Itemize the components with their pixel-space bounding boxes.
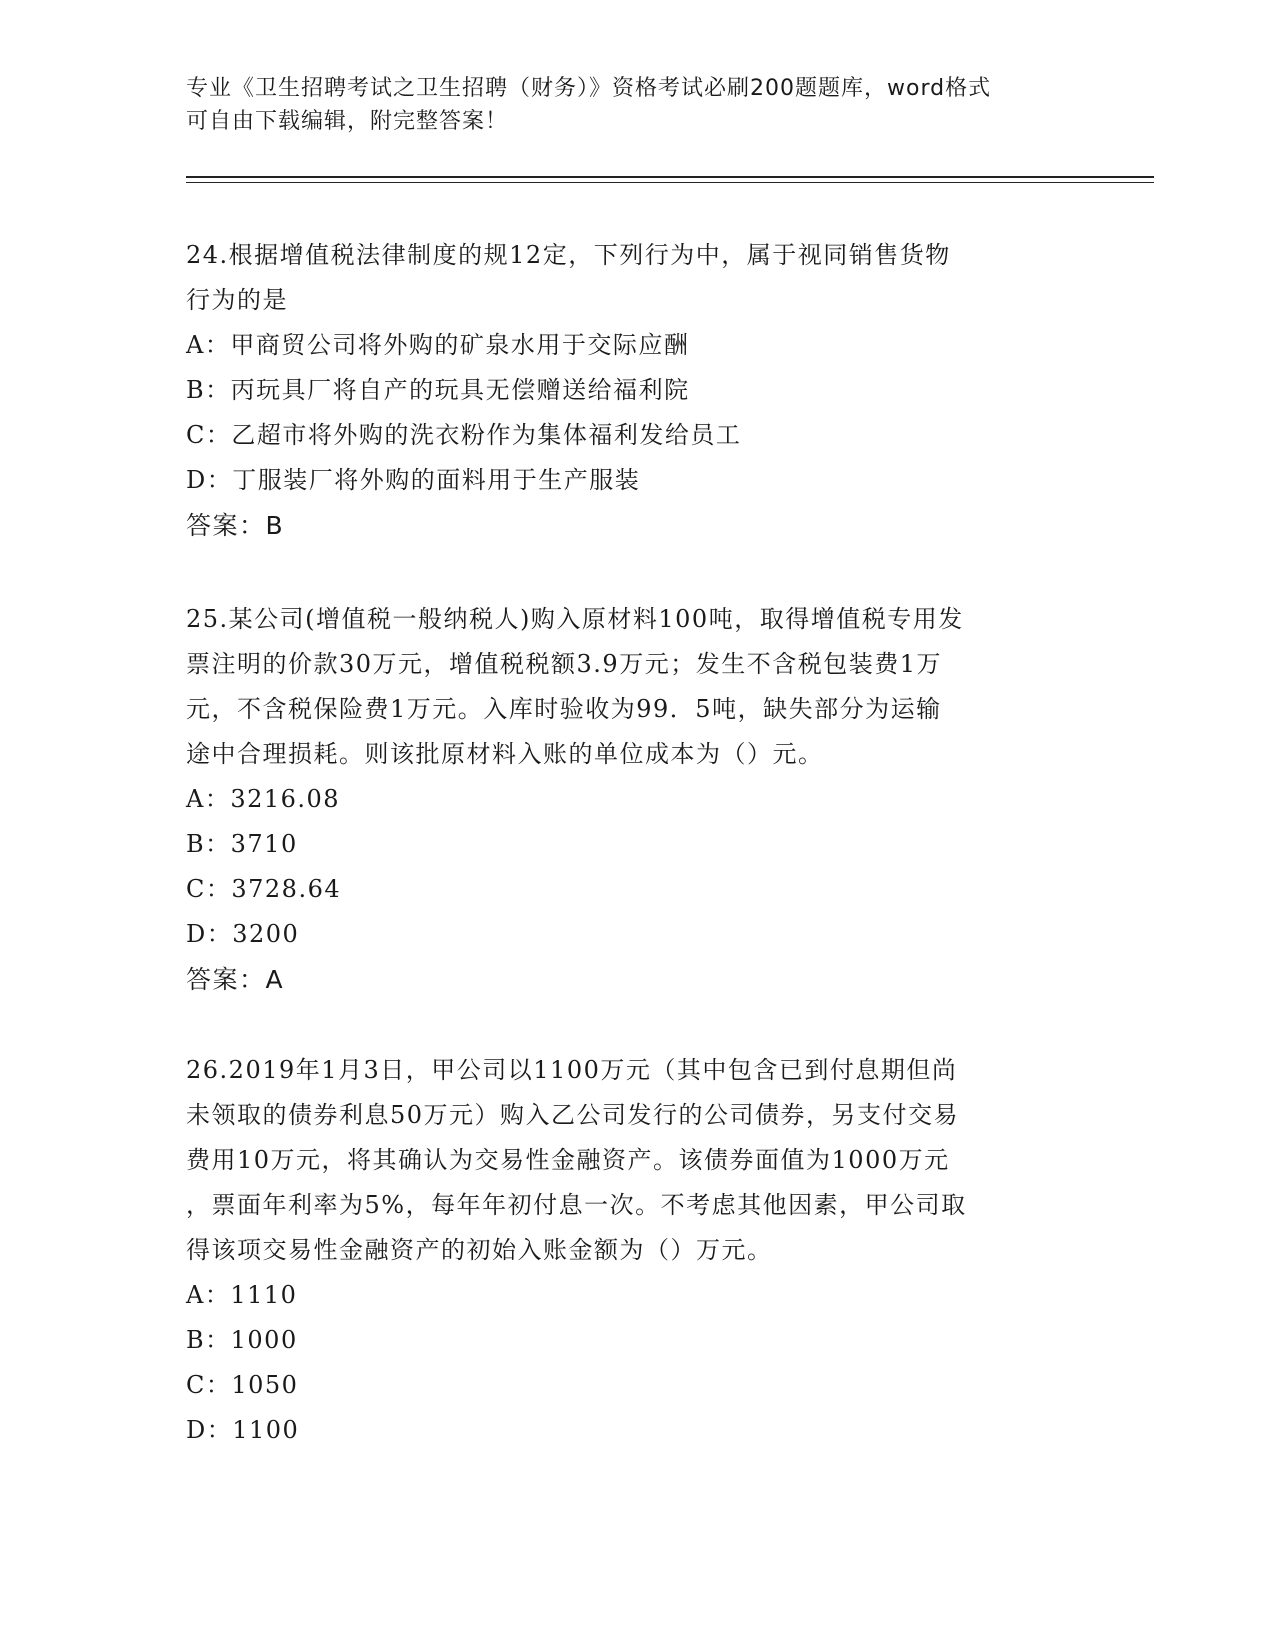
option-b: B：3710	[186, 830, 298, 858]
option-c: C：乙超市将外购的洗衣粉作为集体福利发给员工	[186, 421, 742, 449]
stem-line: 25.某公司(增值税一般纳税人)购入原材料100吨，取得增值税专用发	[186, 605, 964, 633]
question-26	[186, 1048, 1086, 1453]
header-line: 专业《卫生招聘考试之卫生招聘（财务）》资格考试必刷200题题库，word格式	[186, 76, 992, 101]
question-24	[186, 233, 1086, 548]
stem-line: ，票面年利率为5%，每年年初付息一次。不考虑其他因素，甲公司取	[186, 1191, 967, 1219]
answer-label: 答案：A	[186, 965, 285, 994]
stem-line: 行为的是	[186, 286, 288, 314]
stem-line: 得该项交易性金融资产的初始入账金额为（）万元。	[186, 1236, 773, 1264]
option-d: D：1100	[186, 1416, 300, 1444]
question-25	[186, 597, 1086, 1002]
header-divider	[186, 176, 1154, 178]
option-d: D：丁服装厂将外购的面料用于生产服装	[186, 466, 641, 494]
header-line: 可自由下载编辑，附完整答案！	[186, 109, 509, 134]
option-b: B：丙玩具厂将自产的玩具无偿赠送给福利院	[186, 376, 690, 404]
question-stem	[186, 597, 1086, 777]
stem-line: 途中合理损耗。则该批原材料入账的单位成本为（）元。	[186, 740, 824, 768]
document-header	[186, 72, 1066, 138]
option-c: C：3728.64	[186, 875, 342, 903]
option-d: D：3200	[186, 920, 300, 948]
header-divider-secondary	[186, 182, 1154, 183]
option-a: A：甲商贸公司将外购的矿泉水用于交际应酬	[186, 331, 690, 359]
stem-line: 26.2019年1月3日，甲公司以1100万元（其中包含已到付息期但尚	[186, 1056, 958, 1084]
stem-line: 元，不含税保险费1万元。入库时验收为99．5吨，缺失部分为运输	[186, 695, 942, 723]
option-a: A：1110	[186, 1281, 298, 1309]
stem-line: 票注明的价款30万元，增值税税额3.9万元；发生不含税包装费1万	[186, 650, 942, 678]
stem-line: 未领取的债券利息50万元）购入乙公司发行的公司债券，另支付交易	[186, 1101, 960, 1129]
question-stem	[186, 1048, 1086, 1273]
option-a: A：3216.08	[186, 785, 341, 813]
stem-line: 24.根据增值税法律制度的规12定，下列行为中，属于视同销售货物	[186, 241, 951, 269]
option-c: C：1050	[186, 1371, 299, 1399]
option-b: B：1000	[186, 1326, 298, 1354]
stem-line: 费用10万元，将其确认为交易性金融资产。该债券面值为1000万元	[186, 1146, 950, 1174]
question-stem	[186, 233, 1086, 323]
answer-label: 答案：B	[186, 511, 285, 540]
